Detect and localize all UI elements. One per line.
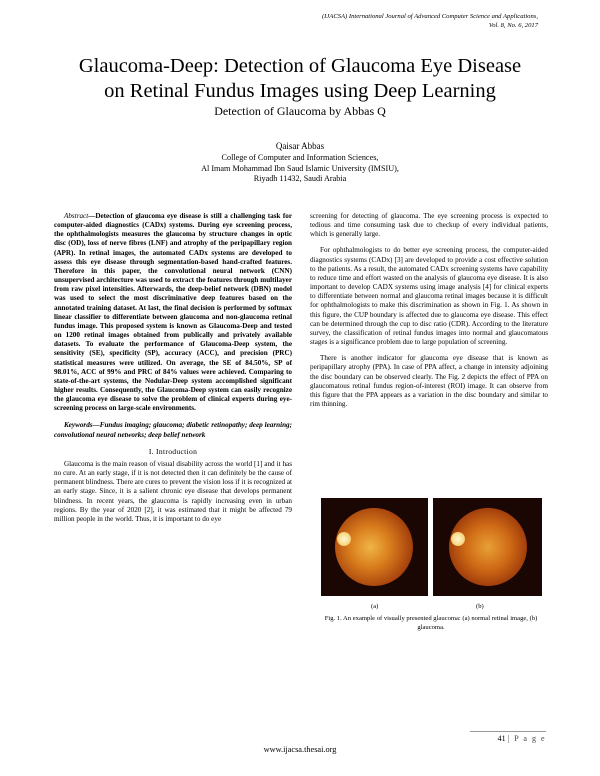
page-number-value: 41 [497,734,506,743]
intro-paragraph-3: For ophthalmologists to do better eye screening process, the computer-aided diagnostics systems (CADx) [3] are developed to provide a cost effective solution to the patients. As a result, the automated CADx screening systems have capability to reduce time and effort wasted on the analysis of glaucoma eye disease. It is also important to develop CADX systems using image analysis [4] for clinical experts to differentiate between normal and glaucoma retinal images because it is difficult for ophthalmologists to make this discrimination as shown in Fig. 1. As shown in this figure, the CUP boundary is affected due to glaucoma eye disease. This effect can be determined through the cup to disc ratio (CDR). According to the literature survey, the classification of retinal fundus images into normal and glaucomatous stages is a significance problem due to large population of screening. [310,246,548,347]
optic-disc [337,532,351,546]
footer-divider [470,731,546,732]
paper-title [30,54,570,104]
keywords: Keywords—Fundus imaging; glaucoma; diabetic retinopathy; deep learning; convolutional neural networks; deep belief network [54,421,292,439]
page-number [498,734,546,743]
right-column [310,212,548,409]
fundus-image-normal [321,498,428,596]
optic-disc [451,532,465,546]
section-heading-introduction: I. Introduction [148,446,198,456]
author-name: Qaisar Abbas [275,141,325,151]
title-line-1: Glaucoma-Deep: Detection of Glaucoma Eye Disease [78,55,522,77]
journal-volume: Vol. 8, No. 6, 2017 [488,22,538,29]
abstract [54,212,292,413]
left-column [54,212,292,524]
figure-1-caption: Fig. 1. An example of visually presented glaucoma: (a) normal retinal image, (b) glaucoma. [324,615,538,631]
affiliation-line-2: Al Imam Mohammad Ibn Saud Islamic University (IMSIU), [201,163,399,173]
page-word: | P a g e [507,734,546,743]
affiliation-line-1: College of Computer and Information Sciences, [221,153,379,162]
figure-1-images [321,498,543,596]
intro-paragraph-4: There is another indicator for glaucoma eye disease that is known as peripapillary atrophy (PPA). In case of PPA affect, a change in intensity adjoining the disc boundary can be observed clearly. The Fig. 2 depicts the effect of PPA on glaucomatous retinal fundus region-of-interest (ROI) image. It can observe from this figure that the PPA appears as a variation in the disc boundary and similar to rim thinning. [310,354,548,408]
paper-subtitle: Detection of Glaucoma by Abbas Q [214,104,386,118]
fundus-image-glaucoma [433,498,542,596]
running-head [178,12,538,30]
author-affiliation [30,153,570,185]
abstract-text: —Detection of glaucoma eye disease is still a challenging task for computer-aided diagnostics (CADx) systems. During eye screening process, the ophthalmologists measures the glaucoma by structure changes in optic disc (OD), loss of nerve fibres (LNF) and atrophy of the peripapillary region (APR). In retinal images, the automated CADx systems are developed to assess this eye disease through segmentation-based hand-crafted features. Therefore in this paper, the convolutional neural network (CNN) unsupervised architecture was used to extract the features through multilayer from raw pixel intensities. Afterwards, the deep-belief network (DBN) model was used to select the most discriminative deep features based on the annotated training dataset. At last, the final decision is performed by softmax linear classifier to differentiate between glaucoma and non-glaucoma retinal fundus image. This proposed system is known as Glaucoma-Deep and tested on 1200 retinal images obtained from publically and privately available datasets. To evaluate the performance of Glaucoma-Deep system, the sensitivity (SE), specificity (SP), accuracy (ACC), and precision (PRC) statistical measures were utilized. On average, the SE of 84.50%, SP of 98.01%, ACC of 99% and PRC of 84% values were achieved. Comparing to state-of-the-art systems, the Nodular-Deep system accomplished significant higher results. Consequently, the Glaucoma-Deep system can easily recognize the glaucoma eye disease to solve the problem of clinical experts during eye-screening process on large-scale environments. [54,212,292,413]
retina-disc [335,508,413,586]
figure-label-a: (a) [371,603,379,610]
journal-name: (IJACSA) International Journal of Advanced Computer Science and Applications, [321,13,538,20]
abstract-label: Abstract [64,212,89,220]
retina-disc [449,508,527,586]
affiliation-line-3: Riyadh 11432, Saudi Arabia [253,174,347,183]
title-line-2: on Retinal Fundus Images using Deep Learning [104,80,496,102]
figure-label-b: (b) [476,603,484,610]
intro-paragraph-1: Glaucoma is the main reason of visual disability across the world [1] and it has no cure. At an early stage, if it is not detected then it can definitely be the cause of permanent blindness. There are cures to prevent the vision loss if it is recognized at an early stage. Since, it is a salient chronic eye disease that develops permanent blindness. In recent years, the glaucoma is rapidly increasing even in urban regions. By the year of 2020 [2], it was estimated that it might be affected 79 million people in the world. Thus, it is important to do eye [54,459,293,523]
intro-paragraph-2: screening for detecting of glaucoma. The eye screening process is expected to tedious and time consuming task due to checkup of every individual patients, which is generally large. [310,212,548,239]
footer-url[interactable]: www.ijacsa.thesai.org [263,745,337,754]
